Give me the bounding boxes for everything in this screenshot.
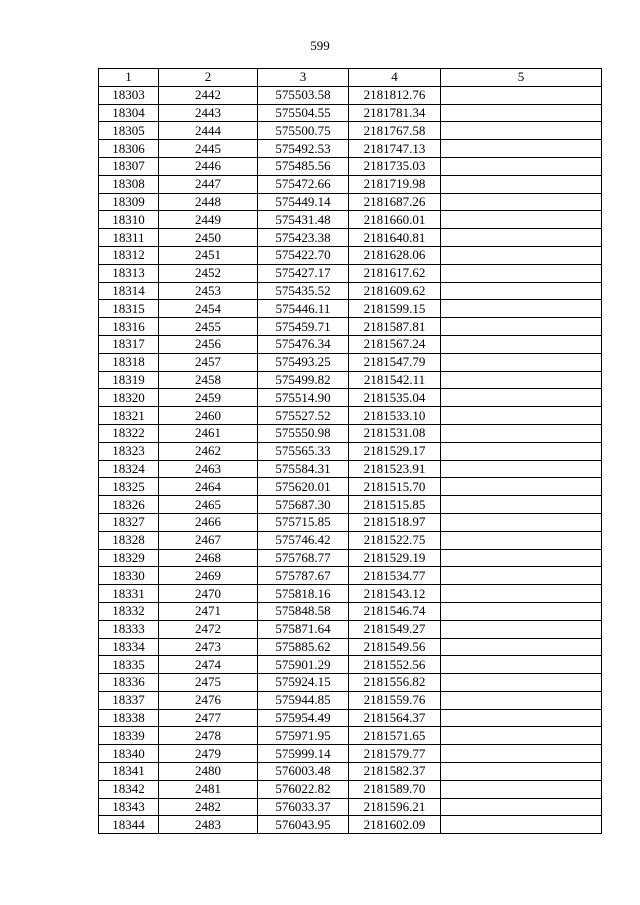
table-cell: 2470 — [159, 585, 258, 603]
table-row — [99, 496, 602, 514]
table-row — [99, 585, 602, 603]
coordinates-table — [98, 68, 602, 834]
table-cell: 2181546.74 — [349, 602, 441, 620]
table-cell: 2181571.65 — [349, 727, 441, 745]
column-header: 3 — [258, 69, 349, 87]
table-cell — [441, 335, 602, 353]
table-cell: 18324 — [99, 460, 159, 478]
table-cell: 2448 — [159, 193, 258, 211]
table-cell: 575999.14 — [258, 745, 349, 763]
table-cell: 2181542.11 — [349, 371, 441, 389]
table-cell — [441, 513, 602, 531]
table-cell: 2444 — [159, 122, 258, 140]
table-cell: 2481 — [159, 780, 258, 798]
table-cell — [441, 122, 602, 140]
table-cell — [441, 193, 602, 211]
table-cell: 2181534.77 — [349, 567, 441, 585]
table-cell: 2181529.17 — [349, 442, 441, 460]
table-cell — [441, 816, 602, 834]
table-cell: 18323 — [99, 442, 159, 460]
table-cell: 2181582.37 — [349, 763, 441, 781]
table-row — [99, 620, 602, 638]
table-cell: 2181535.04 — [349, 389, 441, 407]
table-cell: 2449 — [159, 211, 258, 229]
table-cell: 575901.29 — [258, 656, 349, 674]
table-cell — [441, 157, 602, 175]
table-cell: 18326 — [99, 496, 159, 514]
table-cell: 575472.66 — [258, 175, 349, 193]
table-row — [99, 513, 602, 531]
table-cell: 2445 — [159, 140, 258, 158]
table-cell: 575715.85 — [258, 513, 349, 531]
table-row — [99, 193, 602, 211]
table-cell: 18325 — [99, 478, 159, 496]
table-cell: 18333 — [99, 620, 159, 638]
table-cell: 2181599.15 — [349, 300, 441, 318]
table-cell: 576033.37 — [258, 798, 349, 816]
table-cell: 575954.49 — [258, 709, 349, 727]
column-header: 1 — [99, 69, 159, 87]
table-cell: 575446.11 — [258, 300, 349, 318]
table-cell: 575431.48 — [258, 211, 349, 229]
table-cell: 2478 — [159, 727, 258, 745]
table-cell: 2483 — [159, 816, 258, 834]
table-row — [99, 86, 602, 104]
table-cell: 2463 — [159, 460, 258, 478]
table-cell: 2464 — [159, 478, 258, 496]
table-cell: 18337 — [99, 691, 159, 709]
table-cell: 575493.25 — [258, 353, 349, 371]
table-row — [99, 780, 602, 798]
table-row — [99, 175, 602, 193]
table-row — [99, 745, 602, 763]
table-cell: 2181617.62 — [349, 264, 441, 282]
table-cell — [441, 424, 602, 442]
table-cell: 2181589.70 — [349, 780, 441, 798]
table-cell: 575499.82 — [258, 371, 349, 389]
table-cell: 2181719.98 — [349, 175, 441, 193]
table-cell: 2181522.75 — [349, 531, 441, 549]
table-row — [99, 656, 602, 674]
table-cell: 2459 — [159, 389, 258, 407]
table-cell: 575924.15 — [258, 674, 349, 692]
table-cell: 18341 — [99, 763, 159, 781]
table-cell: 2477 — [159, 709, 258, 727]
table-cell: 2480 — [159, 763, 258, 781]
table-cell: 575818.16 — [258, 585, 349, 603]
table-cell: 2181579.77 — [349, 745, 441, 763]
column-header: 5 — [441, 69, 602, 87]
table-cell: 2181687.26 — [349, 193, 441, 211]
table-row — [99, 389, 602, 407]
table-row — [99, 602, 602, 620]
table-cell — [441, 691, 602, 709]
table-cell: 2471 — [159, 602, 258, 620]
table-cell: 2479 — [159, 745, 258, 763]
table-cell — [441, 104, 602, 122]
table-cell: 18312 — [99, 246, 159, 264]
table-cell: 18335 — [99, 656, 159, 674]
table-cell: 18310 — [99, 211, 159, 229]
table-cell: 2452 — [159, 264, 258, 282]
table-row — [99, 549, 602, 567]
table-row — [99, 353, 602, 371]
table-row — [99, 407, 602, 425]
table-cell — [441, 620, 602, 638]
table-row — [99, 211, 602, 229]
table-cell: 2181587.81 — [349, 318, 441, 336]
table-cell: 2443 — [159, 104, 258, 122]
table-cell: 2181812.76 — [349, 86, 441, 104]
table-cell — [441, 407, 602, 425]
table-cell — [441, 798, 602, 816]
table-row — [99, 371, 602, 389]
table-cell — [441, 229, 602, 247]
table-cell — [441, 567, 602, 585]
table-row — [99, 122, 602, 140]
table-cell: 575427.17 — [258, 264, 349, 282]
table-cell: 2181559.76 — [349, 691, 441, 709]
table-cell: 575422.70 — [258, 246, 349, 264]
table-cell: 2181523.91 — [349, 460, 441, 478]
table-cell: 575503.58 — [258, 86, 349, 104]
table-cell: 2458 — [159, 371, 258, 389]
table-cell — [441, 478, 602, 496]
table-cell: 576022.82 — [258, 780, 349, 798]
table-cell — [441, 211, 602, 229]
table-row — [99, 104, 602, 122]
table-cell: 2181515.85 — [349, 496, 441, 514]
table-cell: 18338 — [99, 709, 159, 727]
table-cell: 18306 — [99, 140, 159, 158]
table-cell — [441, 763, 602, 781]
table-cell — [441, 140, 602, 158]
table-cell: 2181596.21 — [349, 798, 441, 816]
table-cell: 575514.90 — [258, 389, 349, 407]
table-cell: 18314 — [99, 282, 159, 300]
table-cell: 2460 — [159, 407, 258, 425]
table-cell: 18313 — [99, 264, 159, 282]
table-cell: 2181547.79 — [349, 353, 441, 371]
table-cell: 18320 — [99, 389, 159, 407]
table-cell: 2181529.19 — [349, 549, 441, 567]
table-cell: 2457 — [159, 353, 258, 371]
table-cell: 2442 — [159, 86, 258, 104]
table-cell: 2181628.06 — [349, 246, 441, 264]
table-cell: 575787.67 — [258, 567, 349, 585]
table-cell: 575848.58 — [258, 602, 349, 620]
table-cell: 18328 — [99, 531, 159, 549]
table-row — [99, 460, 602, 478]
table-cell: 2181518.97 — [349, 513, 441, 531]
table-cell: 2453 — [159, 282, 258, 300]
table-cell: 2181564.37 — [349, 709, 441, 727]
table-cell: 575527.52 — [258, 407, 349, 425]
table-cell: 18339 — [99, 727, 159, 745]
table-cell — [441, 371, 602, 389]
table-cell — [441, 496, 602, 514]
table-cell: 18318 — [99, 353, 159, 371]
table-row — [99, 674, 602, 692]
table-row — [99, 246, 602, 264]
table-cell: 2456 — [159, 335, 258, 353]
table-row — [99, 638, 602, 656]
table-cell: 575871.64 — [258, 620, 349, 638]
table-cell: 18305 — [99, 122, 159, 140]
table-row — [99, 424, 602, 442]
table-cell: 2454 — [159, 300, 258, 318]
table-cell: 18311 — [99, 229, 159, 247]
table-cell: 2181515.70 — [349, 478, 441, 496]
table-cell: 2181549.56 — [349, 638, 441, 656]
table-cell — [441, 745, 602, 763]
table-cell: 18342 — [99, 780, 159, 798]
column-header: 2 — [159, 69, 258, 87]
table-cell: 2482 — [159, 798, 258, 816]
table-cell: 18308 — [99, 175, 159, 193]
table-row — [99, 282, 602, 300]
table-cell: 2462 — [159, 442, 258, 460]
table-cell — [441, 389, 602, 407]
table-cell: 2181602.09 — [349, 816, 441, 834]
table-cell: 575885.62 — [258, 638, 349, 656]
table-cell: 18319 — [99, 371, 159, 389]
table-cell: 2455 — [159, 318, 258, 336]
table-cell — [441, 86, 602, 104]
table-cell — [441, 353, 602, 371]
table-cell: 575449.14 — [258, 193, 349, 211]
table-cell: 18322 — [99, 424, 159, 442]
table-cell: 575423.38 — [258, 229, 349, 247]
table-cell: 575476.34 — [258, 335, 349, 353]
table-cell: 18315 — [99, 300, 159, 318]
table-row — [99, 157, 602, 175]
table-cell: 2181609.62 — [349, 282, 441, 300]
page-number: 599 — [310, 38, 330, 53]
table-cell: 18307 — [99, 157, 159, 175]
table-cell — [441, 318, 602, 336]
table-row — [99, 763, 602, 781]
table-cell: 2469 — [159, 567, 258, 585]
table-cell: 18343 — [99, 798, 159, 816]
table-row — [99, 229, 602, 247]
table-cell: 18344 — [99, 816, 159, 834]
table-cell: 2476 — [159, 691, 258, 709]
table-cell: 2181640.81 — [349, 229, 441, 247]
table-cell: 18304 — [99, 104, 159, 122]
table-cell: 2181533.10 — [349, 407, 441, 425]
table-cell — [441, 709, 602, 727]
table-cell — [441, 638, 602, 656]
table-cell — [441, 727, 602, 745]
table-row — [99, 300, 602, 318]
table-cell: 576043.95 — [258, 816, 349, 834]
table-cell — [441, 460, 602, 478]
table-cell: 575435.52 — [258, 282, 349, 300]
table-header-row — [99, 69, 602, 87]
table-row — [99, 478, 602, 496]
table-cell: 576003.48 — [258, 763, 349, 781]
table-cell: 575492.53 — [258, 140, 349, 158]
table-cell: 18334 — [99, 638, 159, 656]
table-cell: 575746.42 — [258, 531, 349, 549]
column-header: 4 — [349, 69, 441, 87]
table-cell: 575485.56 — [258, 157, 349, 175]
table-cell: 2461 — [159, 424, 258, 442]
table-cell — [441, 585, 602, 603]
table-cell — [441, 656, 602, 674]
table-cell: 575500.75 — [258, 122, 349, 140]
table-row — [99, 727, 602, 745]
table-cell: 2181747.13 — [349, 140, 441, 158]
table-cell: 2474 — [159, 656, 258, 674]
table-cell: 575620.01 — [258, 478, 349, 496]
table-cell — [441, 264, 602, 282]
table-cell: 18317 — [99, 335, 159, 353]
table-cell: 18321 — [99, 407, 159, 425]
table-cell: 2181660.01 — [349, 211, 441, 229]
table-cell: 2181556.82 — [349, 674, 441, 692]
table-cell: 2446 — [159, 157, 258, 175]
table-row — [99, 691, 602, 709]
table-cell: 575944.85 — [258, 691, 349, 709]
table-row — [99, 318, 602, 336]
table-row — [99, 442, 602, 460]
table-cell: 2466 — [159, 513, 258, 531]
table-cell: 575687.30 — [258, 496, 349, 514]
table-cell: 2447 — [159, 175, 258, 193]
table-row — [99, 567, 602, 585]
table-cell: 575971.95 — [258, 727, 349, 745]
table-cell: 2465 — [159, 496, 258, 514]
table-cell: 2473 — [159, 638, 258, 656]
table-cell: 2181735.03 — [349, 157, 441, 175]
table-body — [99, 86, 602, 833]
table-cell — [441, 442, 602, 460]
table-cell: 2450 — [159, 229, 258, 247]
table-cell: 2472 — [159, 620, 258, 638]
table-cell: 575504.55 — [258, 104, 349, 122]
table-cell: 18331 — [99, 585, 159, 603]
table-row — [99, 531, 602, 549]
table-cell: 2181552.56 — [349, 656, 441, 674]
table-cell — [441, 300, 602, 318]
table-row — [99, 140, 602, 158]
table-cell: 2468 — [159, 549, 258, 567]
table-cell — [441, 674, 602, 692]
table-cell: 575768.77 — [258, 549, 349, 567]
table-cell: 18327 — [99, 513, 159, 531]
table-cell — [441, 282, 602, 300]
table-cell: 2181781.34 — [349, 104, 441, 122]
table-cell: 18336 — [99, 674, 159, 692]
table-cell: 18332 — [99, 602, 159, 620]
table-row — [99, 335, 602, 353]
table-cell: 575584.31 — [258, 460, 349, 478]
table-cell: 18329 — [99, 549, 159, 567]
table-cell — [441, 175, 602, 193]
table-cell: 18309 — [99, 193, 159, 211]
table-row — [99, 264, 602, 282]
table-cell — [441, 531, 602, 549]
table-cell: 2181543.12 — [349, 585, 441, 603]
table-row — [99, 816, 602, 834]
table-cell — [441, 780, 602, 798]
table-cell — [441, 246, 602, 264]
table-cell: 575565.33 — [258, 442, 349, 460]
table-cell: 2451 — [159, 246, 258, 264]
table-cell: 2467 — [159, 531, 258, 549]
table-cell: 2181567.24 — [349, 335, 441, 353]
table-cell: 575459.71 — [258, 318, 349, 336]
table-cell: 18330 — [99, 567, 159, 585]
table-cell: 2181767.58 — [349, 122, 441, 140]
table-row — [99, 798, 602, 816]
table-cell: 18340 — [99, 745, 159, 763]
table-cell: 2475 — [159, 674, 258, 692]
table-cell: 575550.98 — [258, 424, 349, 442]
table-cell — [441, 549, 602, 567]
table-row — [99, 709, 602, 727]
table-cell — [441, 602, 602, 620]
table-cell: 2181531.08 — [349, 424, 441, 442]
table-cell: 18316 — [99, 318, 159, 336]
table-cell: 18303 — [99, 86, 159, 104]
table-cell: 2181549.27 — [349, 620, 441, 638]
